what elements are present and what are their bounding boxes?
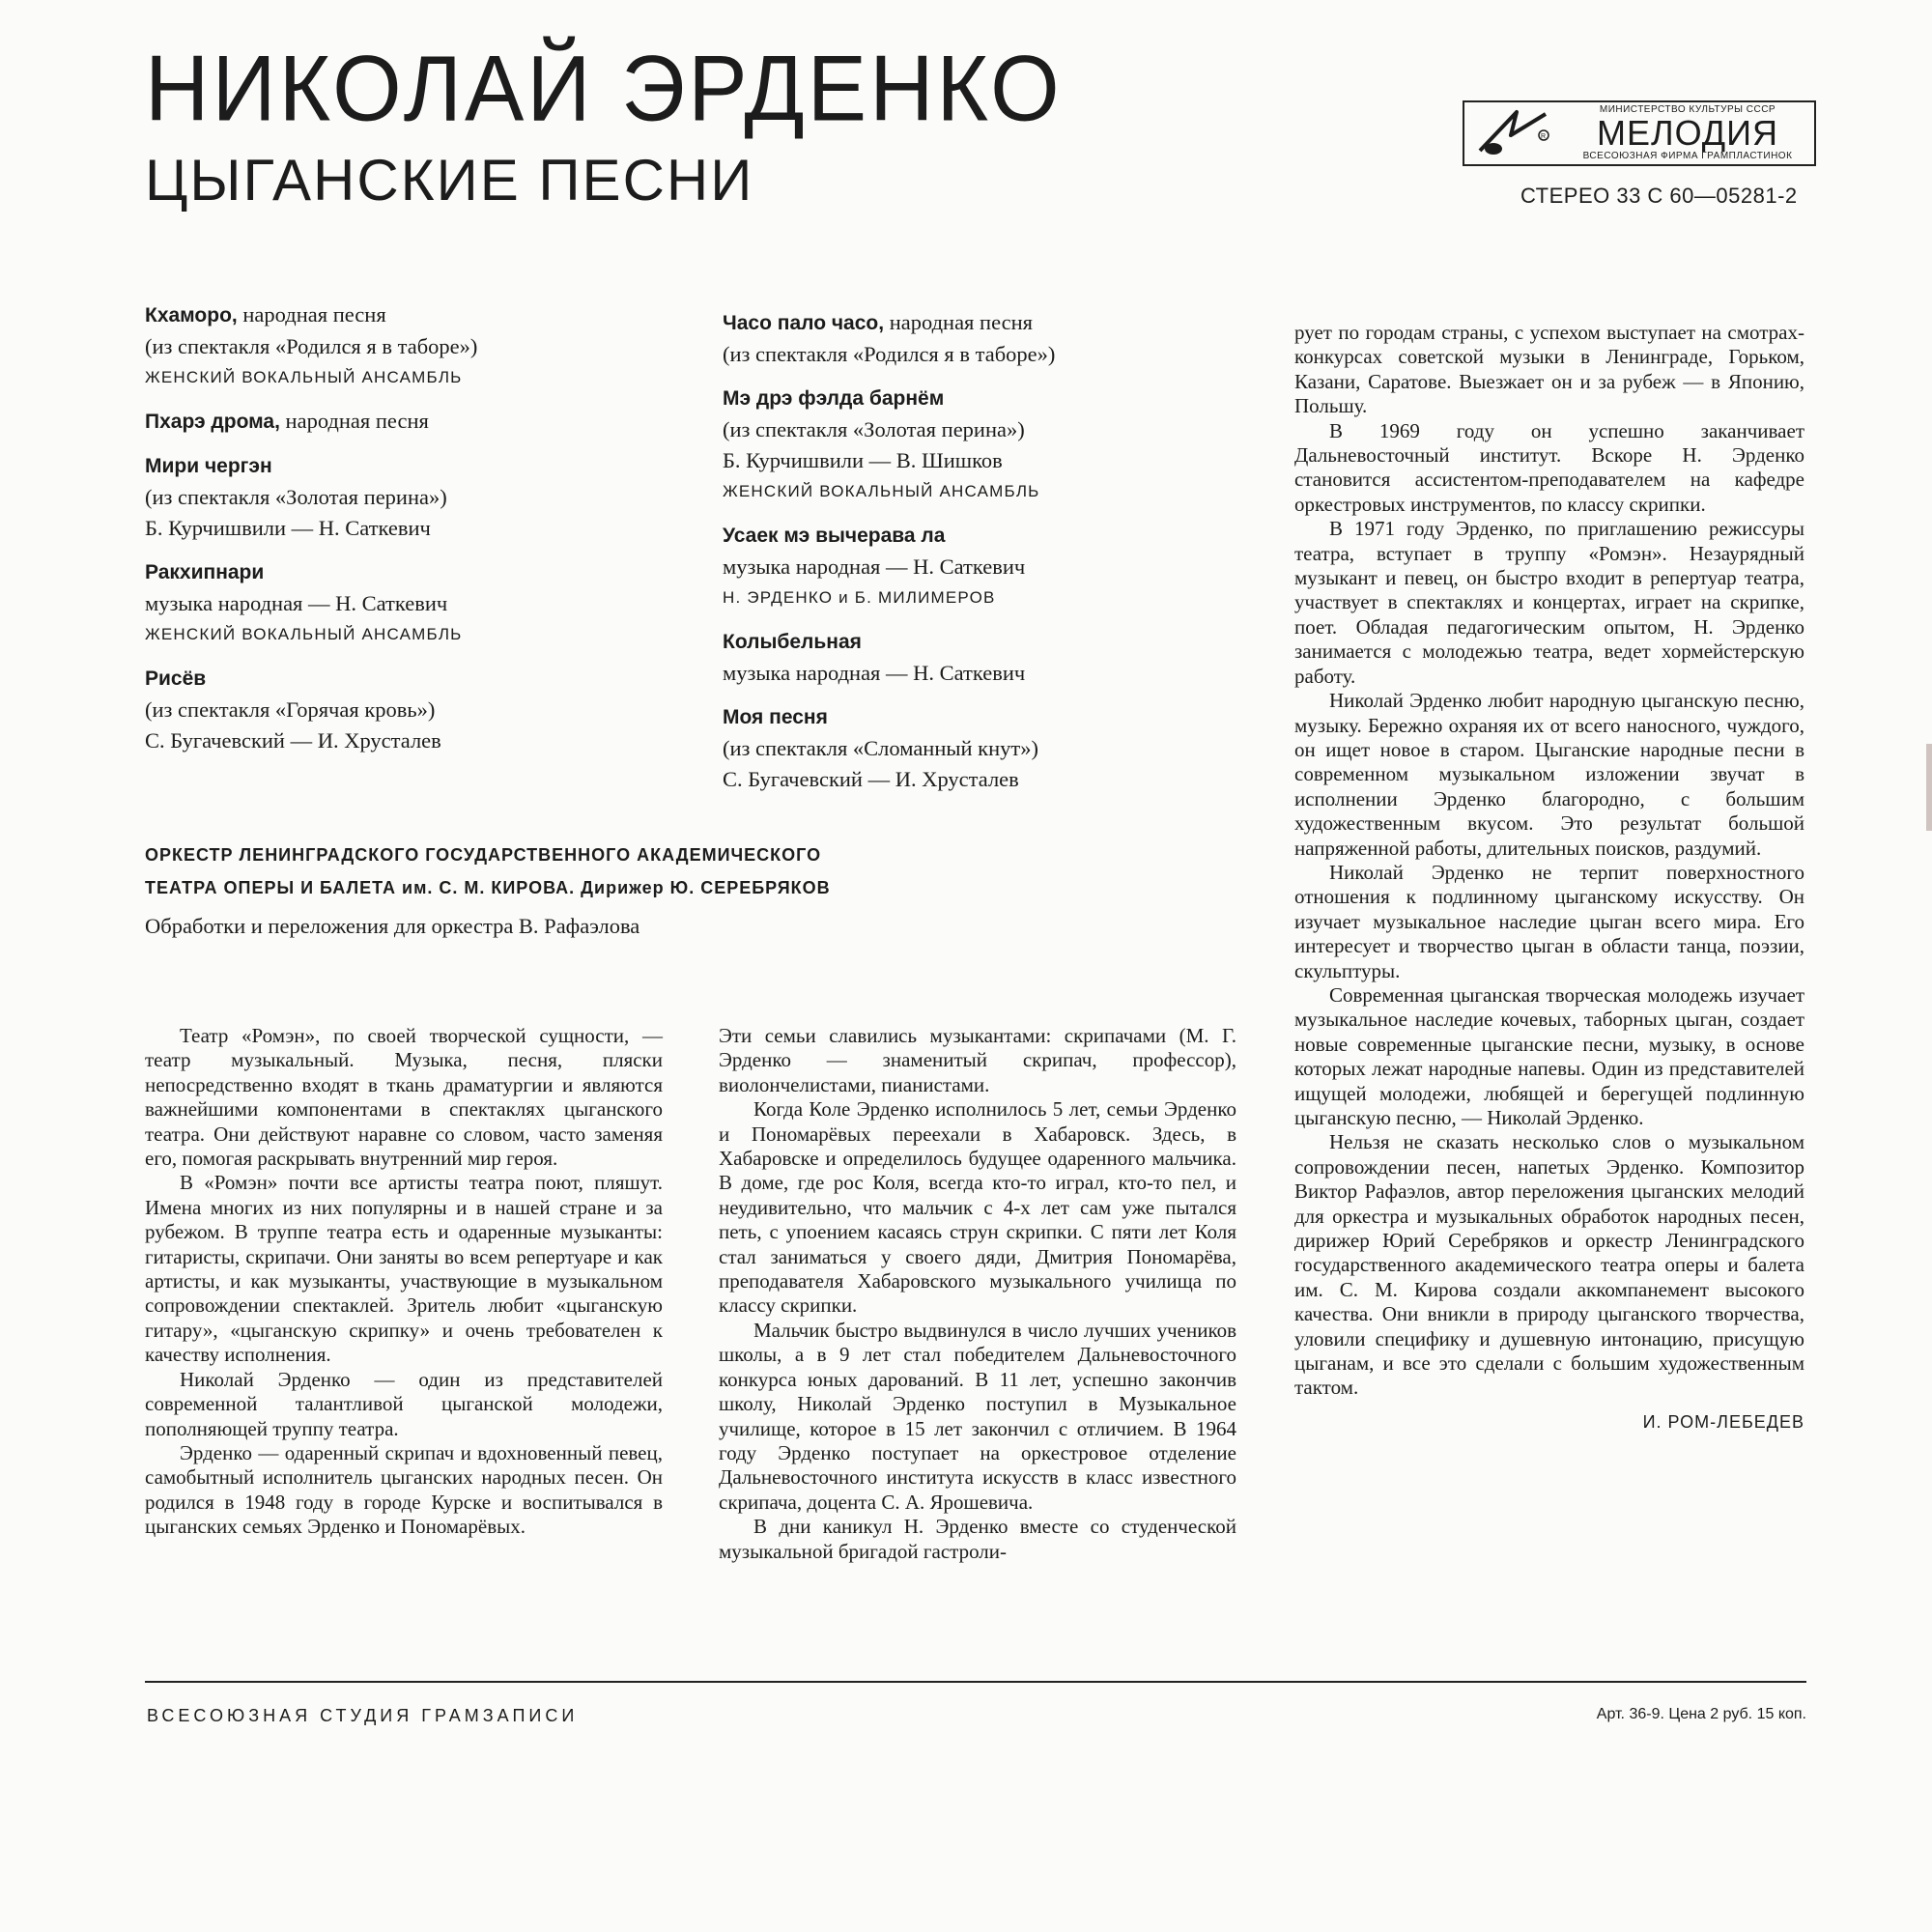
track-credit-line: музыка народная — Н. Саткевич [723,554,1026,579]
track-performer: Н. ЭРДЕНКО и Б. МИЛИМЕРОВ [723,588,996,607]
orchestra-line-2: ТЕАТРА ОПЕРЫ И БАЛЕТА им. С. М. КИРОВА. Дирижер Ю. СЕРЕБРЯКОВ [145,878,831,897]
footer-divider [145,1681,1806,1683]
track-credit-line: С. Бугачевский — И. Хрусталев [145,728,441,753]
track-heading [145,299,705,331]
logo-firm: ВСЕСОЮЗНАЯ ФИРМА ГРАМПЛАСТИНОК [1582,151,1793,161]
track-title: Рисёв [145,668,207,690]
track-entry [145,406,705,438]
track-heading [145,450,705,482]
track-heading [723,383,1283,414]
track-credit-line: (из спектакля «Родился я в таборе») [723,342,1056,366]
melodiya-logo [1463,100,1816,166]
notes-paragraph: Николай Эрденко любит народную цыганскую песню, музыку. Бережно охраняя их от всего наносного, чуждого, он ищет новое в старом. Цыганские народные песни в современном музыкальном изложении звучат в исполнении Эрденко благородно, с большим художественным вкусом. Это результат большой напряженной работы, длительных поисков, раздумий. [1294,689,1804,860]
scan-edge-mark [1926,744,1932,831]
track-credit-line: (из спектакля «Сломанный кнут») [723,736,1038,760]
tracklist-left [145,299,705,769]
track-heading [145,556,705,588]
track-title: Колыбельная [723,631,862,653]
arrangement-credit: Обработки и переложения для оркестра В. Рафаэлова [145,914,640,938]
notes-paragraph: Эрденко — одаренный скрипач и вдохновенный певец, самобытный исполнитель цыганских народных песен. Он родился в 1948 году в городе Курске и воспитывался в цыганских семьях Эрденко и Пономарёвых. [145,1440,663,1539]
track-genre: народная песня [884,310,1033,334]
svg-text:R: R [1541,133,1547,140]
track-genre: народная песня [237,302,386,327]
notes-paragraph: рует по городам страны, с успехом выступает на смотрах-конкурсах советской музыки в Ленинграде, Горьком, Казани, Саратове. Выезжает он и за рубеж — в Японию, Польшу. [1294,321,1804,418]
track-entry [723,307,1283,370]
liner-notes-column-1 [145,1024,663,1540]
track-heading [145,406,705,438]
album-title: ЦЫГАНСКИЕ ПЕСНИ [145,148,754,213]
price-label: Арт. 36-9. Цена 2 руб. 15 коп. [1596,1706,1806,1722]
track-entry [723,701,1283,795]
liner-notes-column-3 [1294,321,1804,1435]
track-credit-line: (из спектакля «Золотая перина») [145,485,447,509]
album-artist-title: НИКОЛАЙ ЭРДЕНКО [145,37,1063,141]
track-heading [723,701,1283,733]
track-credit-line: музыка народная — Н. Саткевич [723,661,1026,685]
track-title: Часо пало часо, [723,312,885,334]
track-entry [145,450,705,544]
notes-paragraph: В 1971 году Эрденко, по приглашению режиссуры театра, вступает в труппу «Ромэн». Незаурядный музыкант и певец, он быстро входит в репертуар театра, участвует в спектаклях и концертах, играет на скрипке, поет. Обладая педагогическим опытом, Н. Эрденко занимается с молодежью театра, ведет хормейстерскую работу. [1294,517,1804,688]
track-title: Кхаморо, [145,304,238,327]
logo-ministry: МИНИСТЕРСТВО КУЛЬТУРЫ СССР [1599,104,1776,115]
track-heading [723,307,1283,339]
notes-paragraph: В 1969 году он успешно заканчивает Дальневосточный институт. Вскоре Н. Эрденко становится ассистентом-преподавателем на кафедре оркестровых инструментов, по классу скрипки. [1294,418,1804,516]
liner-notes-column-3-body [1294,321,1804,1401]
track-title: Усаек мэ вычерава ла [723,525,946,547]
track-performer: ЖЕНСКИЙ ВОКАЛЬНЫЙ АНСАМБЛЬ [723,482,1040,500]
track-credit-line: (из спектакля «Родился я в таборе») [145,334,478,358]
notes-author-signature: И. РОМ-ЛЕБЕДЕВ [1642,1411,1804,1432]
logo-text [1561,105,1814,161]
notes-paragraph: Мальчик быстро выдвинулся в число лучших учеников школы, а в 9 лет стал победителем Дальневосточного конкурса юных дарований. В 11 лет, успешно закончив школу, Николай Эрденко поступил в Музыкальное училище, которое в 15 лет закончил с отличием. В 1964 году Эрденко поступает на оркестровое отделение Дальневосточного института искусств в класс известного скрипача, доцента С. А. Ярошевича. [719,1318,1236,1514]
notes-paragraph: Эти семьи славились музыкантами: скрипачами (М. Г. Эрденко — знаменитый скрипач, профессор), виолончелистами, пианистами. [719,1024,1236,1096]
track-heading [723,626,1283,658]
track-credit-line: Б. Курчишвили — Н. Саткевич [145,516,431,540]
track-credit-line: (из спектакля «Золотая перина») [723,417,1025,441]
tracklist-middle [723,307,1283,808]
notes-paragraph: В «Ромэн» почти все артисты театра поют, пляшут. Имена многих из них популярны и в нашей стране и за рубежом. В труппе театра есть и одаренные музыканты: гитаристы, скрипачи. Они заняты во всем репертуаре и как артисты, и как музыканты, участвующие в музыкальном сопровождении спектаклей. Зритель любит «цыганскую гитару», «цыганскую скрипку» и очень требователен к качеству исполнения. [145,1171,663,1367]
track-credit-line: (из спектакля «Горячая кровь») [145,697,436,722]
track-entry [723,520,1283,613]
track-entry [145,299,705,393]
track-credit-line: С. Бугачевский — И. Хрусталев [723,767,1019,791]
orchestra-credits [145,838,976,943]
track-title: Ракхипнари [145,561,265,583]
track-entry [723,383,1283,507]
track-title: Мэ дрэ фэлда барнём [723,387,945,410]
track-heading [723,520,1283,552]
track-performer: ЖЕНСКИЙ ВОКАЛЬНЫЙ АНСАМБЛЬ [145,368,463,386]
track-title: Моя песня [723,706,828,728]
orchestra-line-1: ОРКЕСТР ЛЕНИНГРАДСКОГО ГОСУДАРСТВЕННОГО АКАДЕМИЧЕСКОГО [145,845,822,865]
melodiya-note-icon [1464,102,1561,164]
notes-paragraph: Театр «Ромэн», по своей творческой сущности, — театр музыкальный. Музыка, песня, пляски непосредственно входят в ткань драматургии и являются важнейшими компонентами в спектаклях цыганского театра. Они действуют наравне со словом, часто заменяя его, помогая раскрывать внутренний мир героя. [145,1024,663,1171]
catalog-number: СТЕРЕО 33 С 60—05281-2 [1520,184,1798,208]
recording-studio: ВСЕСОЮЗНАЯ СТУДИЯ ГРАМЗАПИСИ [147,1706,579,1725]
track-entry [723,626,1283,689]
notes-paragraph: Николай Эрденко не терпит поверхностного отношения к подлинному цыганскому искусству. Он изучает музыкальное наследие цыган всего мира. Его интересует и творчество цыган в области танца, поэзии, скульптуры. [1294,860,1804,982]
notes-paragraph: Николай Эрденко — один из представителей современной талантливой цыганской молодежи, пополняющей труппу театра. [145,1367,663,1440]
track-performer: ЖЕНСКИЙ ВОКАЛЬНЫЙ АНСАМБЛЬ [145,625,463,643]
notes-paragraph: Когда Коле Эрденко исполнилось 5 лет, семьи Эрденко и Пономарёвых переехали в Хабаровск. Здесь, в Хабаровске и определилось будущее одаренного мальчика. В доме, где рос Коля, всегда кто-то играл, кто-то пел, и неудивительно, что мальчик с 4-х лет сам уже пытался петь, с упоением касаясь струн скрипки. С пяти лет Коля стал заниматься у своего дяди, Дмитрия Пономарёва, преподавателя Хабаровского музыкального училища по классу скрипки. [719,1097,1236,1318]
liner-notes-column-2 [719,1024,1236,1564]
track-entry [145,663,705,756]
notes-paragraph: В дни каникул Н. Эрденко вместе со студенческой музыкальной бригадой гастроли- [719,1515,1236,1563]
track-title: Пхарэ дрома, [145,411,280,433]
notes-paragraph: Современная цыганская творческая молодежь изучает музыкальное наследие кочевых, таборных цыган, создает новые современные цыганские песни, музыку, в основе которых лежат народные напевы. Один из представителей ищущей молодежи, любящей и берегущей подлинную цыганскую песню, — Николай Эрденко. [1294,982,1804,1129]
track-heading [145,663,705,695]
notes-paragraph: Нельзя не сказать несколько слов о музыкальном сопровождении песен, напетых Эрденко. Композитор Виктор Рафаэлов, автор переложения цыганских мелодий для оркестра и музыкальных обработок народных песен, дирижер Юрий Серебряков и оркестр Ленинградского государственного академического театра оперы и балета им. С. М. Кирова создали аккомпанемент высокого качества. Они вникли в природу цыганского творчества, уловили специфику и душевную интонацию, присущую цыганам, и все это сделали с большим художественным тактом. [1294,1130,1804,1400]
track-credit-line: музыка народная — Н. Саткевич [145,591,448,615]
track-credit-line: Б. Курчишвили — В. Шишков [723,448,1003,472]
track-genre: народная песня [279,409,429,433]
track-title: Мири чергэн [145,455,272,477]
track-entry [145,556,705,650]
logo-name: МЕЛОДИЯ [1596,113,1779,153]
